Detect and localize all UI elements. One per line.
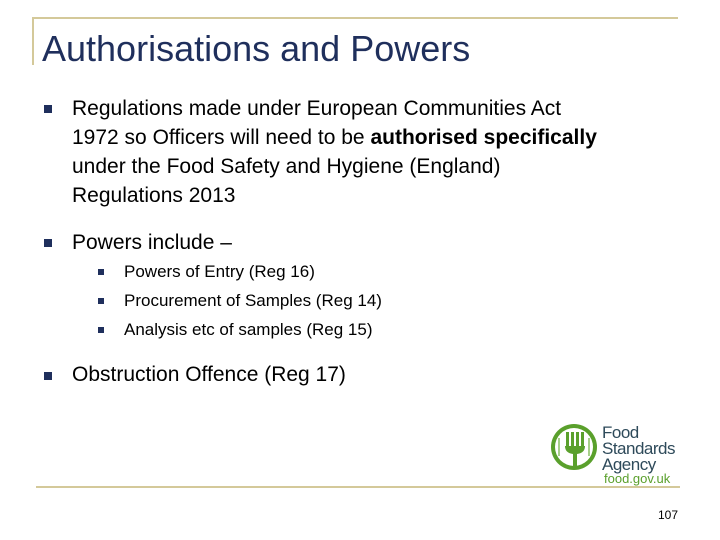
bullet-marker [44,105,52,113]
fork-in-circle-icon [549,422,599,472]
bullet-1-line-1: Regulations made under European Communities Act [72,97,562,120]
bullet-marker [44,239,52,247]
bullet-2-text: Powers include – [72,231,232,254]
title-frame-top-rule [33,17,678,19]
sub-bullet-marker [98,269,104,275]
bullet-marker [44,372,52,380]
logo-text-agency: Agency [602,455,656,474]
bullet-1-line-3: under the Food Safety and Hygiene (England) [72,155,501,178]
bullet-1-line-2 [72,123,692,152]
bullet-3-text: Obstruction Offence (Reg 17) [72,363,346,386]
slide-title: Authorisations and Powers [42,28,471,69]
sub-item-2: Procurement of Samples (Reg 14) [124,291,382,310]
logo-text-standards: Standards [602,439,675,458]
footer-rule [36,486,680,488]
bullet-1-emphasis: authorised specifically [370,126,597,149]
sub-item-3: Analysis etc of samples (Reg 15) [124,320,373,339]
bullet-1-line-4: Regulations 2013 [72,184,236,207]
fsa-logo [549,418,679,486]
logo-url: food.gov.uk [604,471,671,486]
sub-bullet-marker [98,327,104,333]
logo-text-food: Food [602,423,639,442]
bullet-1-line-2-text: 1972 so Officers will need to be [72,126,371,149]
page-number: 107 [657,508,678,522]
sub-item-1: Powers of Entry (Reg 16) [124,262,315,281]
bullet-1-text [72,94,692,210]
sub-bullet-marker [98,298,104,304]
title-frame-left-rule [32,17,34,65]
